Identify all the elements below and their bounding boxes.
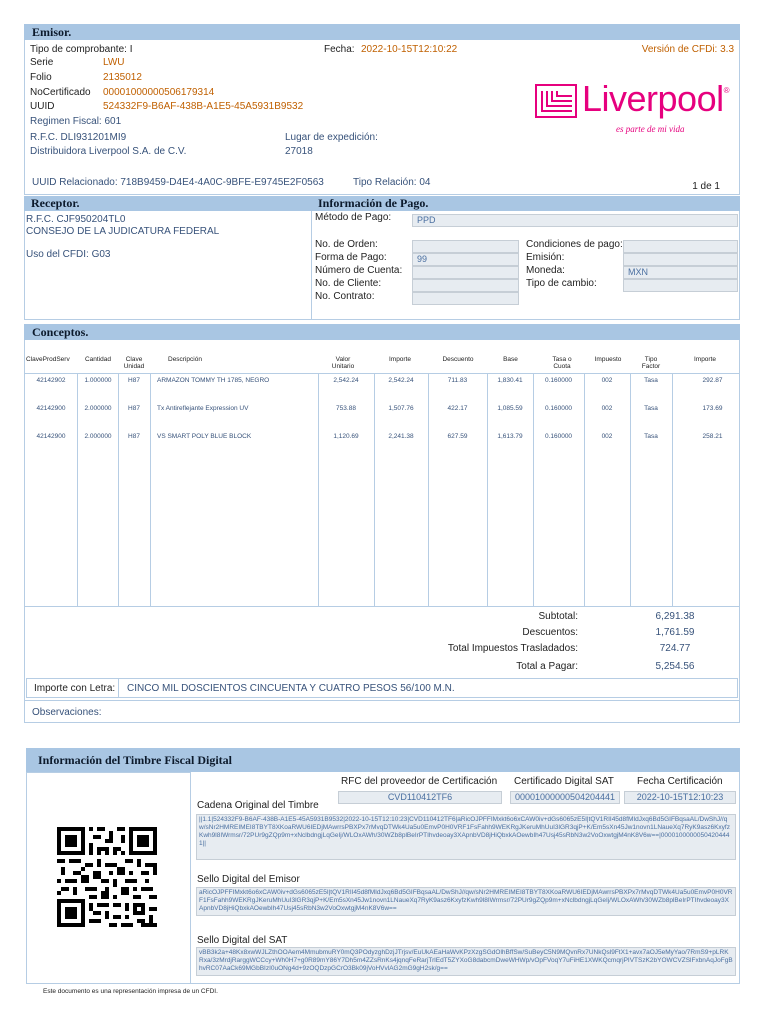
- col-tipo-1: Tipo: [644, 356, 658, 363]
- tipocambio-label: Tipo de cambio:: [526, 278, 597, 289]
- cell-descripcion: VS SMART POLY BLUE BLOCK: [157, 433, 252, 440]
- registered-mark: ®: [723, 86, 729, 95]
- uuid-value: 524332F9-B6AF-438B-A1E5-45A5931B9532: [103, 101, 304, 112]
- letra-label: Importe con Letra:: [34, 683, 116, 694]
- cell-descuento: 711.83: [447, 377, 468, 384]
- col-importe: Importe: [388, 356, 412, 363]
- letra-divider: [24, 700, 740, 701]
- fecha-cert-label: Fecha Certificación: [637, 776, 723, 787]
- qr-code-icon: [57, 827, 157, 927]
- timbre-header: [26, 748, 740, 772]
- col-clave: ClaveProdServ: [26, 356, 70, 363]
- cell-clave: 42142900: [36, 405, 66, 412]
- col-cantidad: Cantidad: [84, 356, 112, 363]
- observaciones-label: Observaciones:: [32, 707, 102, 718]
- sello-sat-label: Sello Digital del SAT: [197, 935, 288, 946]
- rfc-proveedor-label: RFC del proveedor de Certificación: [341, 776, 498, 787]
- cell-unidad: H87: [128, 405, 140, 412]
- cell-importe: 2,542.24: [388, 377, 414, 384]
- cell-valor: 1,120.69: [333, 433, 359, 440]
- conceptos-totals-divider: [24, 606, 740, 607]
- condiciones-field: [623, 240, 738, 253]
- tipocambio-field: [623, 279, 738, 292]
- descuentos-label: Descuentos:: [522, 627, 578, 638]
- col-sep: [150, 374, 151, 606]
- condiciones-label: Condiciones de pago:: [526, 239, 623, 250]
- fecha-cert-field: 2022-10-15T12:10:23: [624, 791, 736, 804]
- cell-importe2: 258.21: [702, 433, 723, 440]
- col-valor-2: Unitario: [331, 363, 355, 370]
- forma-field: 99: [412, 253, 519, 266]
- tipo-relacion: Tipo Relación: 04: [353, 177, 431, 188]
- total-value: 5,254.56: [655, 661, 695, 672]
- cell-impuesto: 002: [601, 433, 613, 440]
- col-unidad-2: Unidad: [123, 363, 145, 370]
- cadena-original-field: ||1.1|524332F9-B6AF-438B-A1E5-45A5931B9532|2022-10-15T12:10:23|CVD110412TF6|aRicOJPFFIMxkt6o6xCAW0iv+dGs6065zE5I|tQV1RII45d8fMIdJxq6Bd5GIFBqsaAL/DwShJ//qw/sNr2HMREIMEI8TBYT8XKoaRWU6IEDjMAwrrsPBXPx7rMvqDTWk4Ua5u0EmvP0H0VRF1FsFahh9WEKRgJKeruMhUuI3lGR3qjP+K/Em5sXn45Jw1novn1LNaueXq7RyK9asz6KxyfzKwh9l8IWrmsr/72PUr9gZQp9m+xNclbdngjLqGeIj/WLOxAWh/30WZb8plBeIrPTIhvdeoay3XApnbVD8jHiQbxkAOewbIh47Usj45sRbN3w2VoOxwtgjM4nK8V6w==|00001000000504204441||: [196, 814, 736, 860]
- cuenta-field: [412, 266, 519, 279]
- moneda-field: MXN: [623, 266, 738, 279]
- cell-base: 1,085.59: [497, 405, 523, 412]
- liverpool-tagline: es parte de mi vida: [616, 124, 685, 134]
- metodo-field: PPD: [412, 214, 738, 227]
- conceptos-title: Conceptos.: [32, 325, 89, 339]
- descuentos-value: 1,761.59: [655, 627, 695, 638]
- col-descripcion: Descripción: [168, 356, 202, 363]
- cert-sat-label: Certificado Digital SAT: [514, 776, 614, 787]
- conceptos-header: [24, 324, 740, 340]
- serie-value: LWU: [103, 57, 125, 68]
- regimen-fiscal: Regimen Fiscal: 601: [30, 116, 122, 127]
- rfc-proveedor-field: CVD110412TF6: [338, 791, 502, 804]
- cell-tasa: 0.160000: [544, 405, 573, 412]
- lugar-value: 27018: [285, 146, 313, 157]
- cell-clave: 42142900: [36, 433, 66, 440]
- cell-importe2: 173.69: [702, 405, 723, 412]
- fecha-label: Fecha:: [324, 44, 355, 55]
- receptor-title: Receptor.: [31, 196, 80, 210]
- cell-tasa: 0.160000: [544, 377, 573, 384]
- folio-label: Folio: [30, 72, 52, 83]
- liverpool-wordmark: [582, 78, 729, 120]
- cell-cantidad: 1.000000: [84, 377, 112, 384]
- subtotal-label: Subtotal:: [538, 611, 578, 622]
- letra-separator: [118, 678, 119, 698]
- cell-clave: 42142902: [36, 377, 66, 384]
- cell-factor: Tasa: [644, 405, 658, 412]
- emisor-razon: Distribuidora Liverpool S.A. de C.V.: [30, 146, 187, 157]
- cell-cantidad: 2.000000: [84, 405, 112, 412]
- col-base: Base: [503, 356, 518, 363]
- emision-field: [623, 253, 738, 266]
- total-label: Total a Pagar:: [516, 661, 578, 672]
- col-tasa-2: Cuota: [553, 363, 571, 370]
- page-number: 1 de 1: [692, 181, 720, 192]
- cell-importe2: 292.87: [702, 377, 723, 384]
- receptor-nombre: CONSEJO DE LA JUDICATURA FEDERAL: [26, 226, 220, 237]
- moneda-label: Moneda:: [526, 265, 565, 276]
- col-sep: [672, 374, 673, 606]
- cell-factor: Tasa: [644, 377, 658, 384]
- emisor-header: [24, 24, 740, 40]
- sello-emisor-field: aRicOJPFFIMxkt6o6xCAW0iv+dGs6065zE5I|tQV1RII45d8fMIdJxq6Bd5GIFBqsaAL/DwShJ//qw/sNr2HMREIMEI8TBYT8XKoaRWU6IEDjMAwrrsPBXPx7rMvqDTWk4Ua5u0EmvP0H0VRF1FsFahh9WEKRgJKeruMhUuI3lGR3qjP+K/Em5sXn45Jw1novn1LNaueXq7RyK9asz6KxyfzKwh9l8IWrmsr/72PUr9gZQp9m+xNclbdngjLqGeIj/WLOxAWh/30WZb8plBeIrPTIhvdeoay3XApnbVD8jHiQbxkAOewbIh47Usj45sRbN3w2VoOxwtgjM4nK8V6w==: [196, 887, 736, 916]
- cell-descuento: 422.17: [447, 405, 468, 412]
- fecha-value: 2022-10-15T12:10:22: [361, 44, 458, 55]
- cell-valor: 753.88: [336, 405, 356, 412]
- cell-base: 1,613.79: [497, 433, 523, 440]
- contrato-field: [412, 292, 519, 305]
- receptor-uso-cfdi: Uso del CFDI: G03: [26, 249, 111, 260]
- sello-emisor-label: Sello Digital del Emisor: [197, 874, 300, 885]
- liverpool-logo: [534, 80, 740, 140]
- emision-label: Emisión:: [526, 252, 565, 263]
- uuid-relacionado: UUID Relacionado: 718B9459-D4E4-4A0C-9BFE-E9745E2F0563: [32, 177, 324, 188]
- nocert-value: 00001000000506179314: [103, 87, 215, 98]
- sello-sat-field: vBB3k2a+48Kx8xwWJLZthOOAem4MmubmuRY0mQ3POdyzghDzjJTrjsv/EuUkAEaHaWvKPzXzgSGdOlhBffSw/SuBeyC5N9MQvnRx7UNkQsl9FtX1+avx7aOJ5eMyYao/7RmS9+pLRKRxa/3zMrdjRarggWCCcy+Wh0H7+g0R89mY86Y7Dh5m4ZZsRnKs4jqnqFeRarjTrlEdT5ZYXoG8dabcmDweWHWp/vOpFVoqY7uFiHE1XWKQcmqrjPIVTSzK2bYOWCVZSlFxbnAqJoFgBhvRC07AaCk69MGbBIzI0uONg4d+9zOQDzpGCrO3Bk09jVoHVvlAG2mG9gH2sk/g==: [196, 947, 736, 976]
- cell-descripcion: Tx Antireflejante Expression UV: [157, 405, 249, 412]
- nocert-label: NoCertificado: [30, 87, 91, 98]
- version-cfdi: Versión de CFDi: 3.3: [641, 44, 734, 55]
- emisor-title: Emisor.: [32, 25, 72, 39]
- col-descuento: Descuento: [442, 356, 474, 363]
- subtotal-value: 6,291.38: [655, 611, 695, 622]
- lugar-label: Lugar de expedición:: [285, 132, 378, 143]
- col-valor-1: Valor: [335, 356, 351, 363]
- col-unidad-1: Clave: [125, 356, 143, 363]
- orden-label: No. de Orden:: [315, 239, 378, 250]
- cell-unidad: H87: [128, 377, 140, 384]
- pago-title: Información de Pago.: [318, 196, 429, 210]
- letra-value: CINCO MIL DOSCIENTOS CINCUENTA Y CUATRO PESOS 56/100 M.N.: [127, 683, 455, 694]
- cell-impuesto: 002: [601, 377, 613, 384]
- conceptos-header-divider: [24, 373, 740, 374]
- cadena-label: Cadena Original del Timbre: [197, 800, 319, 811]
- metodo-label: Método de Pago:: [315, 212, 392, 223]
- impuestos-value: 724.77: [659, 643, 691, 654]
- uuid-label: UUID: [30, 101, 55, 112]
- receptor-divider: [311, 211, 312, 320]
- cell-tasa: 0.160000: [544, 433, 573, 440]
- folio-value: 2135012: [103, 72, 142, 83]
- cell-cantidad: 2.000000: [84, 433, 112, 440]
- liverpool-brand: Liverpool: [582, 78, 724, 119]
- cell-importe: 2,241.38: [388, 433, 414, 440]
- cliente-label: No. de Cliente:: [315, 278, 382, 289]
- cell-base: 1,830.41: [497, 377, 523, 384]
- cell-valor: 2,542.24: [333, 377, 359, 384]
- cell-descuento: 627.59: [447, 433, 468, 440]
- serie-label: Serie: [30, 57, 54, 68]
- cell-factor: Tasa: [644, 433, 658, 440]
- cell-unidad: H87: [128, 433, 140, 440]
- col-impuesto: Impuesto: [594, 356, 622, 363]
- col-importe2: Importe: [693, 356, 717, 363]
- cliente-field: [412, 279, 519, 292]
- cell-descripcion: ARMAZON TOMMY TH 1785, NEGRO: [157, 377, 270, 384]
- forma-label: Forma de Pago:: [315, 252, 387, 263]
- cuenta-label: Número de Cuenta:: [315, 265, 403, 276]
- col-tasa-1: Tasa o: [552, 356, 572, 363]
- impuestos-label: Total Impuestos Trasladados:: [447, 643, 578, 654]
- emisor-rfc: R.F.C. DLI931201MI9: [30, 132, 127, 143]
- cell-impuesto: 002: [601, 405, 613, 412]
- cell-importe: 1,507.76: [388, 405, 414, 412]
- cert-sat-field: 00001000000504204441: [510, 791, 620, 804]
- footer-note: Este documento es una representación impresa de un CFDI.: [43, 988, 218, 995]
- receptor-rfc: R.F.C. CJF950204TL0: [26, 214, 126, 225]
- timbre-title: Información del Timbre Fiscal Digital: [38, 753, 232, 767]
- contrato-label: No. Contrato:: [315, 291, 375, 302]
- tipo-comprobante: Tipo de comprobante: I: [30, 44, 133, 55]
- col-tipo-2: Factor: [641, 363, 661, 370]
- orden-field: [412, 240, 519, 253]
